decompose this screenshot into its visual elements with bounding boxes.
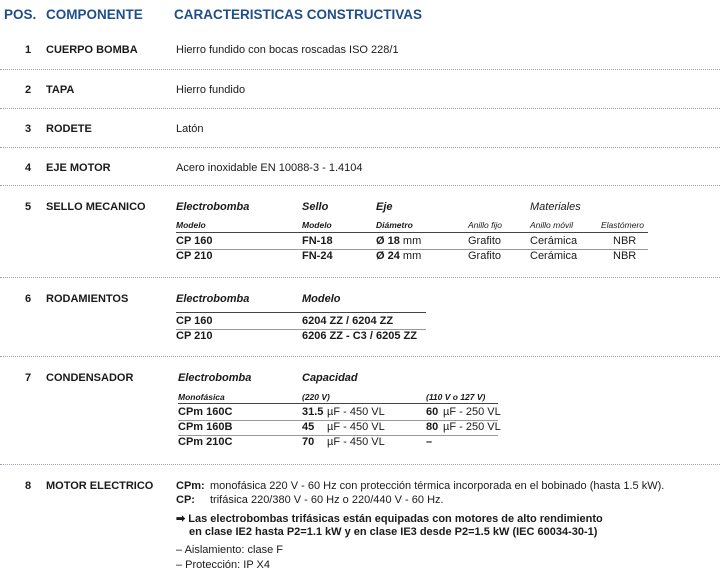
rodamientos-header-modelo: Modelo [302, 293, 341, 305]
condensador-row-1-c2-value: 60 [426, 406, 439, 418]
sello-row-1-anillo-movil: Cerámica [530, 235, 578, 247]
separator [0, 356, 720, 357]
condensador-row-3-c1 [302, 436, 385, 448]
condensador-row-3-model: CPm 210C [178, 436, 233, 448]
condensador-row-1-c2-unit: µF - 250 VL [443, 406, 501, 418]
sello-header-rule [176, 232, 648, 233]
row-4-pos: 4 [24, 162, 32, 174]
separator [0, 277, 720, 278]
condensador-row-1-c1 [302, 406, 385, 418]
row-1-component: CUERPO BOMBA [46, 44, 138, 56]
row-3-component: RODETE [46, 123, 92, 135]
row-3-pos: 3 [24, 123, 32, 135]
sello-row-1-sello: FN-18 [302, 235, 333, 247]
motor-cpm-label: CPm: [176, 480, 205, 492]
rodamientos-row-1-value: 6204 ZZ / 6204 ZZ [302, 315, 394, 327]
condensador-row-1-c2 [426, 406, 501, 418]
row-1-pos: 1 [24, 44, 32, 56]
row-7-component: CONDENSADOR [46, 372, 134, 384]
sello-row-1-anillo-fijo: Grafito [468, 235, 502, 247]
sello-header-electrobomba: Electrobomba [176, 201, 250, 213]
rodamientos-row-1-model: CP 160 [176, 315, 213, 327]
separator [0, 108, 720, 109]
condensador-row-1-c1-unit: µF - 450 VL [327, 406, 385, 418]
condensador-row-1-c1-value: 31.5 [302, 406, 324, 418]
row-1-description: Hierro fundido con bocas roscadas ISO 228/1 [176, 44, 399, 56]
sello-row-2-anillo-fijo: Grafito [468, 250, 502, 262]
condensador-row-3-c1-unit: µF - 450 VL [327, 436, 385, 448]
separator [0, 464, 720, 465]
sello-row-2-sello: FN-24 [302, 250, 333, 262]
rodamientos-header-rule [176, 312, 426, 313]
sello-row-1-eje [376, 235, 421, 247]
row-2-pos: 2 [24, 84, 32, 96]
condensador-header-capacidad: Capacidad [302, 372, 358, 384]
sello-row-2-eje [376, 250, 421, 262]
condensador-subheader-220: (220 V) [302, 392, 330, 402]
sello-header-materiales: Materiales [530, 201, 581, 213]
row-3-description: Latón [176, 123, 204, 135]
header-pos: POS. [4, 7, 37, 22]
motor-note-line-2: en clase IE2 hasta P2=1.1 kW y en clase IE3 desde P2=1.5 kW (IEC 60034-30-1) [189, 526, 598, 538]
separator [0, 185, 720, 186]
sello-row-1-elastomero: NBR [613, 235, 637, 247]
sello-subheader-anillo-fijo: Anillo fijo [468, 220, 503, 230]
separator [0, 69, 720, 70]
sello-row-2-eje-unit: mm [402, 250, 422, 262]
row-5-pos: 5 [24, 201, 32, 213]
sello-row-1-eje-unit: mm [402, 235, 422, 247]
condensador-row-3-c2 [426, 436, 443, 448]
header-caracteristicas: CARACTERISTICAS CONSTRUCTIVAS [174, 7, 423, 22]
condensador-header-rule [178, 403, 498, 404]
rodamientos-row-2-model: CP 210 [176, 330, 213, 342]
condensador-subheader-110: (110 V o 127 V) [426, 392, 486, 402]
condensador-row-2-c2-value: 80 [426, 421, 439, 433]
sello-subheader-diametro: Diámetro [376, 220, 413, 230]
sello-header-sello: Sello [302, 201, 329, 213]
condensador-row-2-c2 [426, 421, 501, 433]
sello-subheader-elastomero: Elastómero [601, 220, 644, 230]
sello-row-2-model: CP 210 [176, 250, 213, 262]
sello-row-2-anillo-movil: Cerámica [530, 250, 578, 262]
condensador-row-2-c1-value: 45 [302, 421, 315, 433]
sello-subheader-anillo-movil: Anillo móvil [530, 220, 573, 230]
sello-subheader-modelo: Modelo [176, 220, 206, 230]
row-4-description: Acero inoxidable EN 10088-3 - 1.4104 [176, 162, 363, 174]
sello-row-2-eje-value: Ø 24 [376, 250, 400, 262]
sello-subheader-modelo-sello: Modelo [302, 220, 332, 230]
condensador-row-2-c1 [302, 421, 385, 433]
row-6-pos: 6 [24, 293, 32, 305]
sello-row-2-elastomero: NBR [613, 250, 637, 262]
header-componente: COMPONENTE [46, 7, 143, 22]
row-4-component: EJE MOTOR [46, 162, 111, 174]
rodamientos-row-2-value: 6206 ZZ - C3 / 6205 ZZ [302, 330, 417, 342]
motor-cp-label: CP: [176, 494, 195, 506]
row-6-component: RODAMIENTOS [46, 293, 129, 305]
condensador-subheader-monofasica: Monofásica [178, 392, 225, 402]
motor-proteccion: – Protección: IP X4 [176, 559, 270, 571]
motor-note-line-1: ➡ Las electrobombas trifásicas están equipadas con motores de alto rendimiento [176, 513, 603, 525]
row-2-description: Hierro fundido [176, 84, 246, 96]
condensador-header-electrobomba: Electrobomba [178, 372, 252, 384]
condensador-row-2-c2-unit: µF - 250 VL [443, 421, 501, 433]
row-7-pos: 7 [24, 372, 32, 384]
condensador-row-3-c2-value: – [426, 436, 433, 448]
condensador-row-3-c1-value: 70 [302, 436, 315, 448]
motor-cpm-text: monofásica 220 V - 60 Hz con protección térmica incorporada en el bobinado (hasta 1.5 kW). [210, 480, 665, 492]
rodamientos-header-electrobomba: Electrobomba [176, 293, 250, 305]
separator [0, 147, 720, 148]
sello-header-eje: Eje [376, 201, 393, 213]
row-8-component: MOTOR ELECTRICO [46, 480, 154, 492]
row-2-component: TAPA [46, 84, 75, 96]
condensador-row-2-c1-unit: µF - 450 VL [327, 421, 385, 433]
motor-cp-text: trifásica 220/380 V - 60 Hz o 220/440 V - 60 Hz. [210, 494, 444, 506]
condensador-row-1-model: CPm 160C [178, 406, 233, 418]
condensador-row-2-model: CPm 160B [178, 421, 233, 433]
row-8-pos: 8 [24, 480, 32, 492]
row-5-component: SELLO MECANICO [46, 201, 146, 213]
sello-row-1-eje-value: Ø 18 [376, 235, 400, 247]
sello-row-1-model: CP 160 [176, 235, 213, 247]
motor-aislamiento: – Aislamiento: clase F [176, 544, 283, 556]
